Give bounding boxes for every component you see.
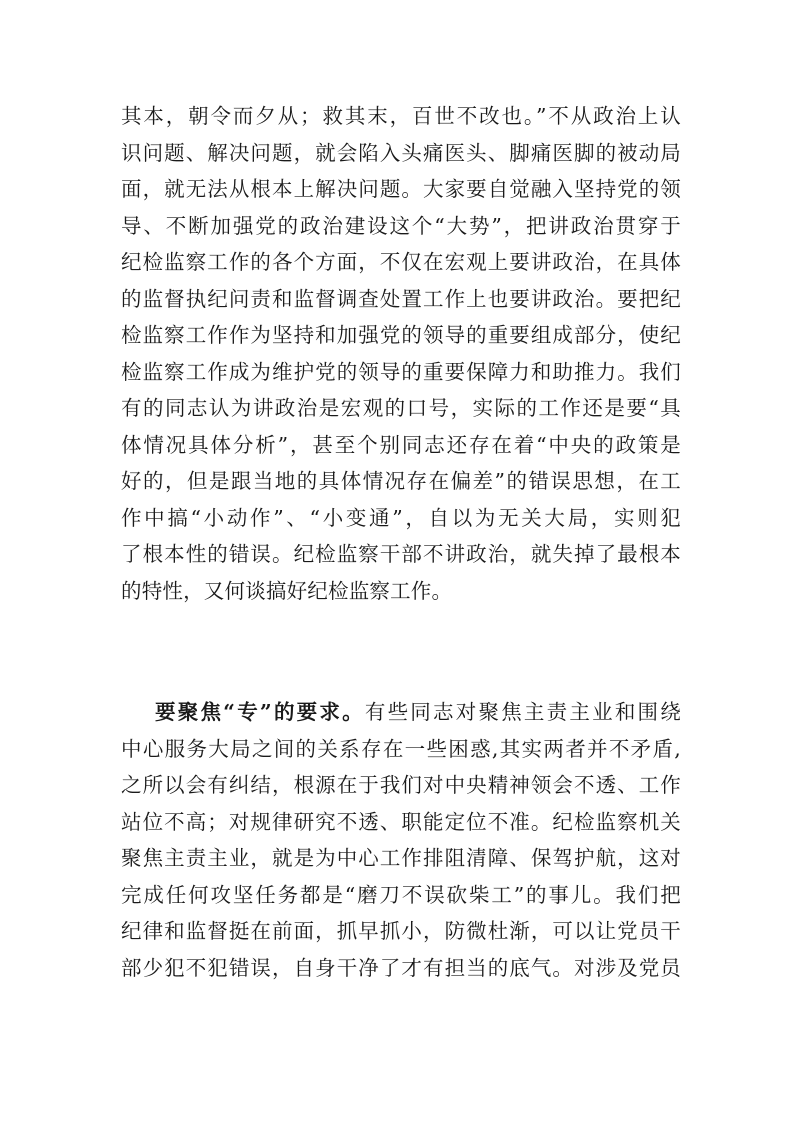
text-line: 导、不断加强党的政治建设这个“大势”，把讲政治贯穿于 — [121, 213, 681, 238]
text-line: 其本，朝令而夕从；救其末，百世不改也。”不从政治上认 — [121, 104, 681, 128]
text-line: 纪律和监督挺在前面，抓早抓小，防微杜渐，可以让党员干 — [121, 919, 681, 943]
paragraph-political-emphasis — [121, 98, 681, 609]
text-line: 完成任何攻坚任务都是“磨刀不误砍柴工”的事儿。我们把 — [121, 882, 681, 907]
text-line: 面，就无法从根本上解决问题。大家要自觉融入坚持党的领 — [121, 177, 681, 201]
text-line: 了根本性的错误。纪检监察干部不讲政治，就失掉了最根本 — [121, 542, 681, 566]
text-line: 的监督执纪问责和监督调查处置工作上也要讲政治。要把纪 — [121, 286, 681, 311]
text-line: 聚焦主责主业，就是为中心工作排阻清障、保驾护航，这对 — [121, 846, 681, 870]
text-line: 体情况具体分析”，甚至个别同志还存在着“中央的政策是 — [121, 432, 681, 457]
text-line: 之所以会有纠结，根源在于我们对中央精神领会不透、工作 — [121, 773, 681, 797]
text-line: 有的同志认为讲政治是宏观的口号，实际的工作还是要“具 — [121, 396, 681, 420]
paragraph-lead-heading: 要聚焦“专”的要求。 — [155, 700, 365, 724]
text-line: 识问题、解决问题，就会陷入头痛医头、脚痛医脚的被动局 — [121, 140, 681, 165]
text-line: 站位不高；对规律研究不透、职能定位不准。纪检监察机关 — [121, 809, 681, 834]
text-line: 部少犯不犯错误，自身干净了才有担当的底气。对涉及党员 — [121, 955, 681, 980]
text-line: 检监察工作成为维护党的领导的重要保障力和助推力。我们 — [121, 359, 681, 384]
text-line: 的特性，又何谈搞好纪检监察工作。 — [121, 578, 453, 603]
text-line: 中心服务大局之间的关系存在一些困惑,其实两者并不矛盾, — [121, 736, 681, 761]
text-line: 作中搞“小动作”、“小变通”，自以为无关大局，实则犯 — [121, 505, 681, 530]
text-line — [121, 694, 681, 731]
text-line: 好的，但是跟当地的具体情况存在偏差”的错误思想，在工 — [121, 469, 681, 493]
paragraph-focus-requirement — [121, 694, 681, 986]
text-line-rest: 有些同志对聚焦主责主业和围绕 — [364, 700, 681, 724]
text-line: 检监察工作作为坚持和加强党的领导的重要组成部分，使纪 — [121, 323, 681, 347]
text-line: 纪检监察工作的各个方面，不仅在宏观上要讲政治，在具体 — [121, 250, 681, 274]
